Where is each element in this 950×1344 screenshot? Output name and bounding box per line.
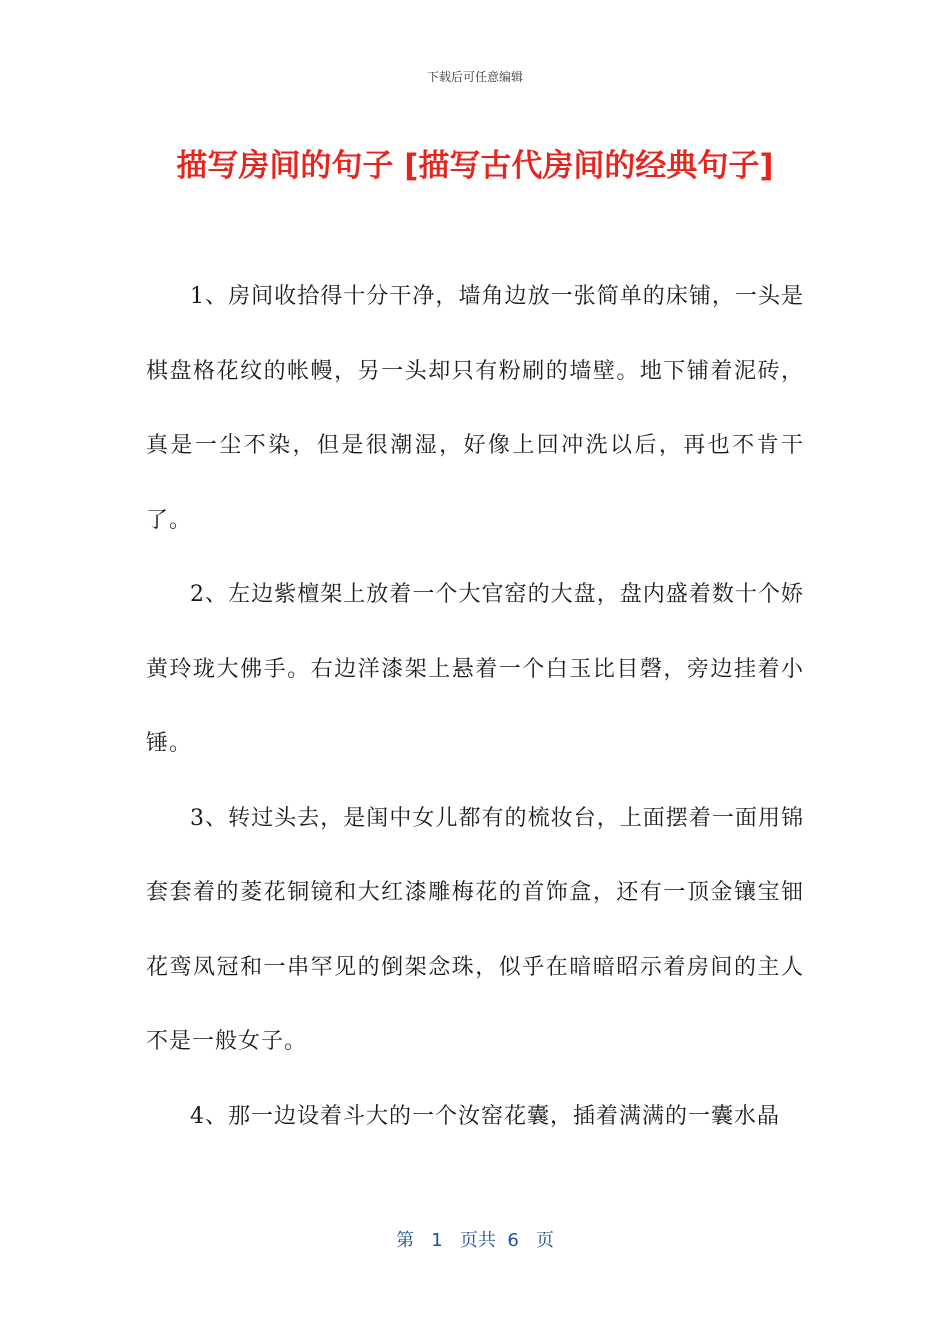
total-pages-number: 6 — [507, 1230, 519, 1251]
page-prefix: 第 — [396, 1230, 415, 1251]
page-mid: 页共 — [459, 1230, 496, 1251]
page-suffix: 页 — [535, 1230, 554, 1251]
paragraph-3: 3、转过头去，是闺中女儿都有的梳妆台，上面摆着一面用锦套套着的菱花铜镜和大红漆雕梅花的首饰盒，还有一顶金镶宝钿花鸾凤冠和一串罕见的倒架念珠，似乎在暗暗昭示着房间的主人不是一般女子。 — [146, 805, 804, 1054]
page-footer — [0, 1226, 950, 1252]
header-note: 下载后可任意编辑 — [426, 70, 523, 84]
current-page-number: 1 — [431, 1230, 443, 1251]
document-title: 描写房间的句子 [描写古代房间的经典句子] — [176, 148, 774, 184]
paragraph-4: 4、那一边设着斗大的一个汝窑花囊，插着满满的一囊水晶 — [190, 1103, 780, 1129]
paragraph-2: 2、左边紫檀架上放着一个大官窑的大盘，盘内盛着数十个娇黄玲珑大佛手。右边洋漆架上悬着一个白玉比目磬，旁边挂着小锤。 — [146, 582, 804, 756]
paragraph-1: 1、房间收拾得十分干净，墙角边放一张简单的床铺，一头是棋盘格花纹的帐幔，另一头却只有粉刷的墙壁。地下铺着泥砖，真是一尘不染，但是很潮湿，好像上回冲洗以后，再也不肯干了。 — [146, 284, 804, 533]
document-body — [146, 260, 804, 1154]
